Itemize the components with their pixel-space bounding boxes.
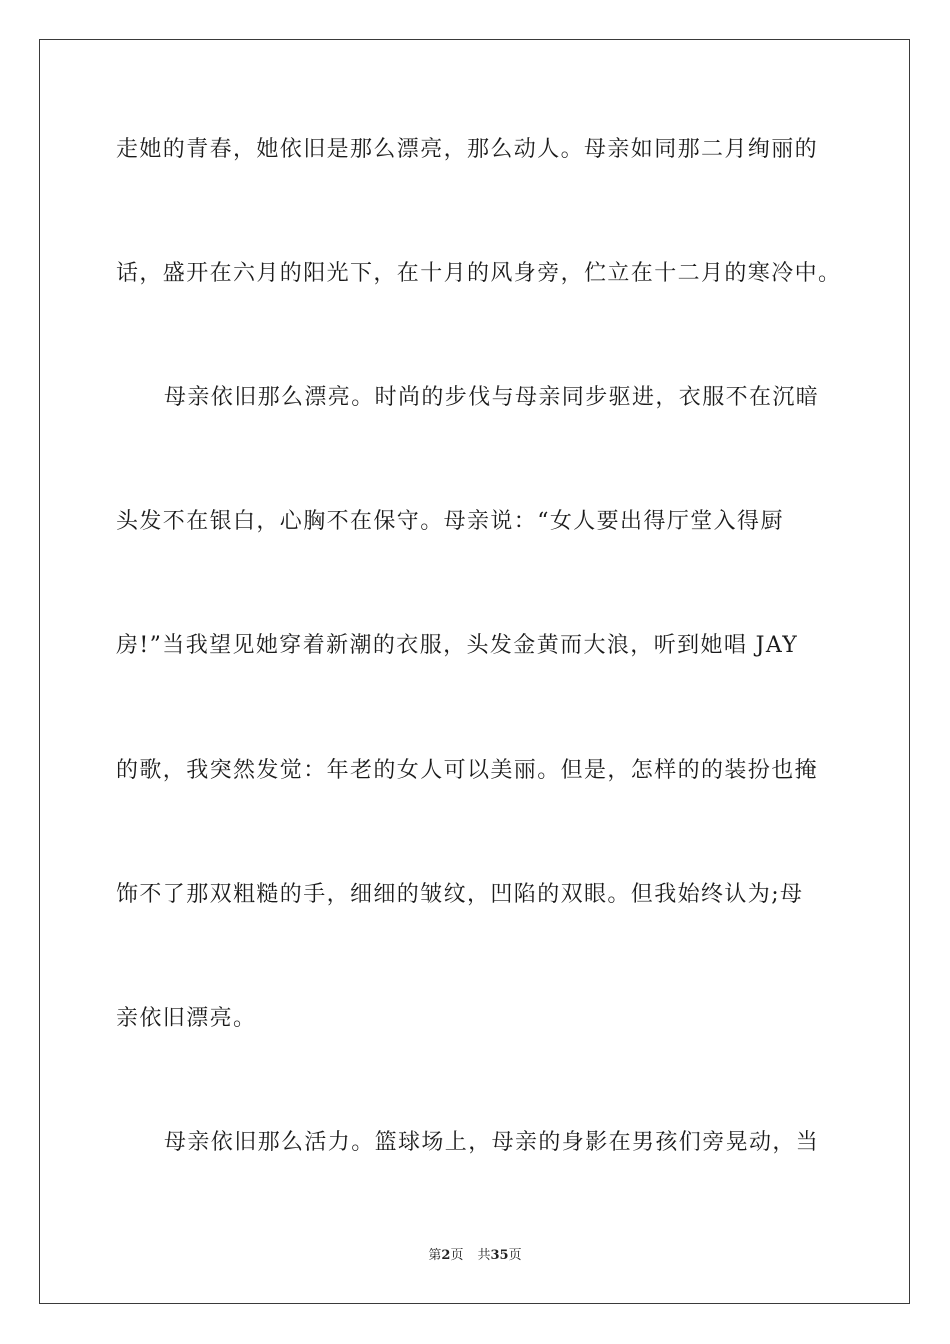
page-prefix: 第 (428, 1248, 442, 1263)
text-line-8: 亲依旧漂亮。 (116, 1006, 257, 1031)
paragraph-start-line-9: 母亲依旧那么活力。篮球场上，母亲的身影在男孩们旁晃动，当 (164, 1130, 820, 1155)
text-line-5: 房!”当我望见她穿着新潮的衣服，头发金黄而大浪，听到她唱 JAY (116, 633, 799, 658)
total-prefix: 共 (477, 1248, 491, 1263)
text-line-6: 的歌，我突然发觉：年老的女人可以美丽。但是，怎样的的装扮也掩 (116, 758, 819, 783)
page-number: 2 (441, 1248, 451, 1263)
text-line-1: 走她的青春，她依旧是那么漂亮，那么动人。母亲如同那二月绚丽的 (116, 137, 819, 162)
text-line-4: 头发不在银白，心胸不在保守。母亲说：“女人要出得厅堂入得厨 (116, 509, 784, 534)
page-suffix: 页 (450, 1248, 464, 1263)
paragraph-start-line-3: 母亲依旧那么漂亮。时尚的步伐与母亲同步驱进，衣服不在沉暗 (164, 385, 820, 410)
text-line-7: 饰不了那双粗糙的手，细细的皱纹，凹陷的双眼。但我始终认为;母 (116, 882, 804, 907)
page-footer (0, 1247, 950, 1265)
total-pages: 35 (490, 1248, 509, 1263)
text-line-2: 话，盛开在六月的阳光下，在十月的风身旁，伫立在十二月的寒冷中。 (116, 261, 842, 286)
total-suffix: 页 (508, 1248, 522, 1263)
page-border (39, 39, 910, 1304)
